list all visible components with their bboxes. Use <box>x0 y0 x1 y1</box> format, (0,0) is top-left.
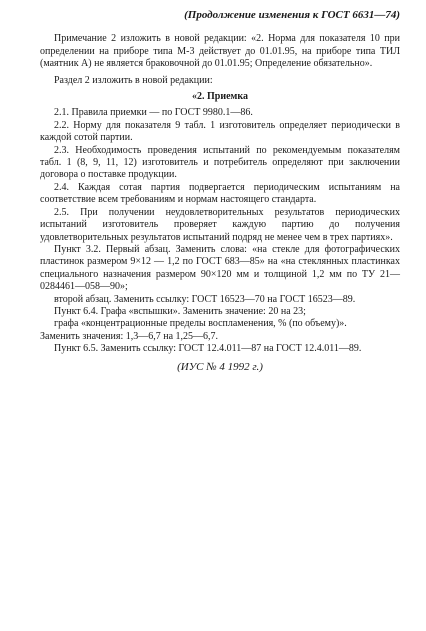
section-2-intro: Раздел 2 изложить в новой редакции: <box>54 74 213 86</box>
section-heading: «2. Приемка <box>192 91 248 103</box>
note-2-paragraph: Примечание 2 изложить в новой редакции: «2. Норма для показателя 10 при определении на приборе типа М-3 действует до 01.01.95, на приборе типа ТИЛ (маятник А) не является браковочной до 01.01.95; Определение обязательно». <box>40 33 400 70</box>
page-header: (Продолжение изменения к ГОСТ 6631—74) <box>184 9 400 21</box>
item-6-4-column: графа «концентрационные пределы воспламенения, % (по объему)». <box>54 318 347 330</box>
document-page <box>40 9 400 373</box>
item-3-2-second: второй абзац. Заменить ссылку: ГОСТ 16523—70 на ГОСТ 16523—89. <box>54 293 356 305</box>
clause-2-3: 2.3. Необходимость проведения испытаний по рекомендуемым показателям табл. 1 (8, 9, 11, 12) изготовитель и потребитель определяют при заключении договора о поставке продукции. <box>40 144 400 181</box>
replace-values: Заменить значения: 1,3—6,7 на 1,25—6,7. <box>40 330 219 342</box>
clause-2-2: 2.2. Норму для показателя 9 табл. 1 изготовитель определяет периодически в каждой сотой партии. <box>40 119 400 144</box>
item-6-5: Пункт 6.5. Заменить ссылку: ГОСТ 12.4.011—87 на ГОСТ 12.4.011—89. <box>54 343 362 355</box>
page-footer: (ИУС № 4 1992 г.) <box>177 360 263 373</box>
clause-2-1: 2.1. Правила приемки — по ГОСТ 9980.1—86. <box>54 107 253 119</box>
clause-2-5: 2.5. При получении неудовлетворительных результатов периодических испытаний изготовитель проверяет каждую партию до получения удовлетворительных результатов испытаний подряд не менее чем в трех партиях». <box>40 206 400 243</box>
clause-2-4: 2.4. Каждая сотая партия подвергается периодическим испытаниям на соответствие всем требованиям и нормам настоящего стандарта. <box>40 181 400 206</box>
item-3-2: Пункт 3.2. Первый абзац. Заменить слова: «на стекле для фотографических пластинок размером 9×12 — 1,2 по ГОСТ 683—85» на «на стеклянных пластинках специального назначения размером 90×120 мм и толщиной 1,2 мм по ТУ 21—0284461—058—90»; <box>40 243 400 293</box>
item-6-4: Пункт 6.4. Графа «вспышки». Заменить значение: 20 на 23; <box>54 305 306 317</box>
